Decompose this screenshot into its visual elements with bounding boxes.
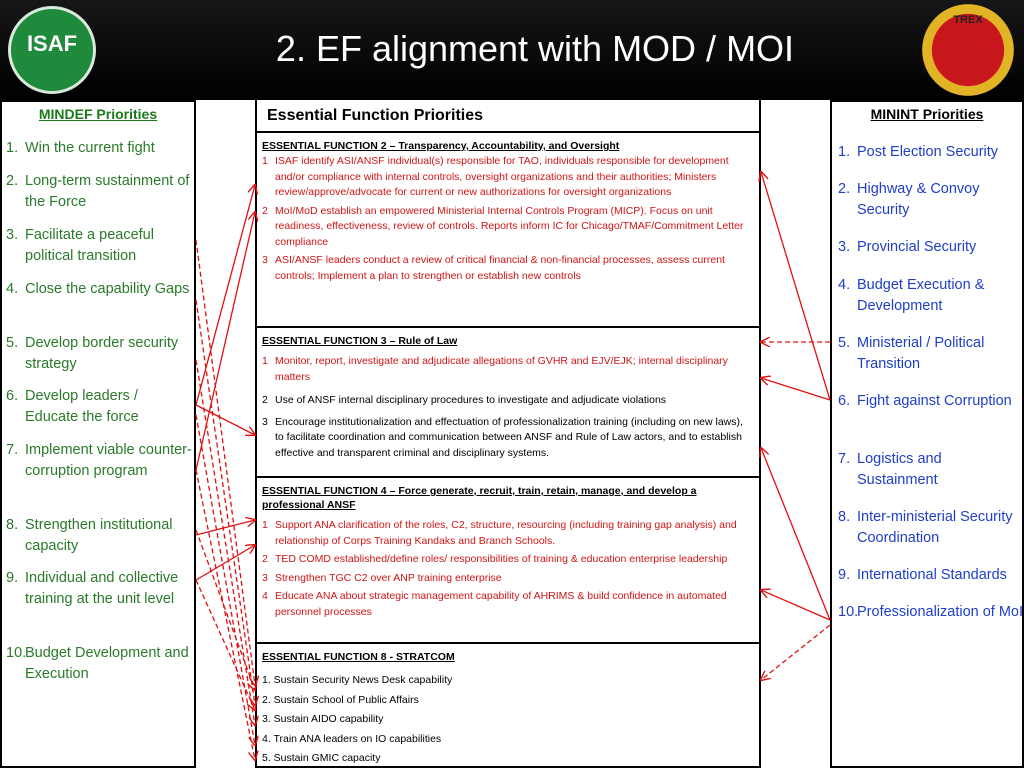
item-number: 2 (262, 394, 268, 406)
item-text: Strengthen institutional capacity (25, 517, 173, 554)
item-number: 1 (262, 519, 268, 531)
mindef-item-9 (6, 568, 192, 609)
arrow-mindef8-ef4 (196, 520, 255, 535)
item-number: 4. (6, 281, 19, 297)
item-number: 2. (838, 181, 851, 197)
slide-title: 2. EF alignment with MOD / MOI (275, 28, 795, 69)
arrow-mindef9-ef4 (196, 545, 255, 580)
item-number: 7. (838, 451, 851, 467)
mindef-item-2 (6, 171, 192, 212)
ef2-heading: ESSENTIAL FUNCTION 2 – Transparency, Accountability, and Oversight (262, 140, 620, 152)
ef2-section (257, 133, 759, 328)
item-number: 1 (262, 155, 268, 167)
arrow-dashed-7 (196, 580, 255, 710)
item-number: 8. (6, 517, 19, 533)
item-number: 8. (838, 509, 851, 525)
item-text: Educate ANA about strategic management capability of AHRIMS & build confidence in automated personnel processes (275, 590, 727, 618)
arrow-dashed-5 (196, 470, 255, 760)
item-text: Use of ANSF internal disciplinary procedures to investigate and adjudicate violations (275, 394, 667, 406)
ef4-item-1 (262, 518, 753, 549)
item-number: 2 (262, 553, 268, 565)
item-text: ISAF identify ASI/ANSF individual(s) responsible for TAO, individuals responsible for development and/or compliance with internal controls, oversight organizations and their authorities; Ministers review/approve/advocate for current or new authorizations for oversight organizations (275, 155, 729, 198)
mindef-item-4 (6, 279, 192, 300)
mindef-item-6 (6, 386, 192, 427)
item-text: Strengthen TGC C2 over ANP training enterprise (275, 571, 502, 584)
arrow-mindef6-ef2 (196, 185, 255, 405)
minint-item-10 (838, 602, 1024, 623)
item-text: Encourage institutionalization and effectuation of professionalization training (including on new laws), to facilitate coordination and communication between ANSF and Rule of Law actors, and to establish effective and transparent criminal and disciplinary systems. (275, 415, 743, 459)
item-text: Fight against Corruption (857, 393, 1012, 409)
ef3-item-1 (262, 354, 753, 385)
item-number: 1. (838, 144, 851, 160)
arrow-minint10-ef8-dashed (761, 625, 830, 680)
ef8-item-5: 5. Sustain GMIC capacity (262, 752, 381, 765)
ef8-item-4: 4. Train ANA leaders on IO capabilities (262, 732, 442, 745)
arrow-dashed-3 (196, 360, 255, 725)
item-number: 3 (262, 415, 268, 428)
arrow-minint10-ef4 (761, 590, 830, 620)
ef8-item-1: 1. Sustain Security News Desk capability (262, 674, 453, 686)
item-number: 4. (838, 277, 851, 293)
item-text: Ministerial / Political Transition (857, 335, 985, 372)
arrow-dashed-2 (196, 300, 255, 705)
mindef-heading: MINDEF Priorities (38, 106, 158, 122)
item-number: 4 (262, 590, 268, 602)
item-number: 7. (6, 442, 19, 458)
mindef-item-1 (6, 138, 192, 159)
arrow-mindef7-ef2 (196, 212, 255, 470)
slide-header (0, 0, 1024, 100)
item-number: 3. (838, 239, 851, 255)
ef3-item-2 (262, 393, 753, 409)
item-number: 6. (6, 388, 19, 404)
item-number: 3. (6, 227, 19, 243)
mindef-item-8 (6, 515, 192, 556)
essential-function-table (255, 98, 761, 768)
item-text: International Standards (857, 567, 1007, 583)
ef3-item-3 (262, 415, 753, 462)
item-text: Individual and collective training at the unit level (25, 570, 179, 607)
minint-item-8 (838, 507, 1024, 548)
item-text: Professionalization of MoI (857, 604, 1024, 620)
item-number: 2 (262, 204, 268, 217)
arrow-dashed-6 (196, 530, 255, 690)
item-text: Budget Development and Execution (25, 645, 189, 682)
item-text: Facilitate a peaceful political transition (25, 227, 154, 264)
item-text: Implement viable counter-corruption program (25, 442, 192, 479)
trex-logo-text: TREX (953, 14, 983, 26)
ef4-heading: ESSENTIAL FUNCTION 4 – Force generate, recruit, train, retain, manage, and develop a professional ANSF (262, 485, 697, 511)
item-text: Close the capability Gaps (25, 281, 190, 297)
item-number: 5. (6, 335, 19, 351)
ef8-item-2: 2. Sustain School of Public Affairs (262, 693, 419, 706)
ef8-heading: ESSENTIAL FUNCTION 8 - STRATCOM (262, 651, 455, 663)
item-number: 1 (262, 355, 268, 367)
ef8-item-3: 3. Sustain AIDO capability (262, 713, 384, 726)
item-text: Provincial Security (857, 239, 977, 255)
item-number: 5. (838, 335, 851, 351)
mindef-item-3 (6, 225, 192, 266)
item-number: 1. (6, 140, 19, 156)
ef2-item-3 (262, 253, 753, 284)
item-text: ASI/ANSF leaders conduct a review of critical financial & non-financial processes, assess current controls; Implement a plan to strengthen or establish new controls (275, 254, 725, 282)
item-number: 10. (6, 645, 27, 661)
minint-item-5 (838, 333, 1024, 374)
item-text: TED COMD established/define roles/ responsibilities of training & education enterprise leadership (275, 553, 728, 565)
minint-item-3 (838, 237, 1024, 258)
item-text: Post Election Security (857, 144, 999, 160)
ef8-section (257, 644, 759, 768)
item-text: MoI/MoD establish an empowered Ministerial Internal Controls Program (MICP). Focus on unit readiness, effectiveness, review of controls. Reports inform IC for Chicago/TMAF/Commitment Letter compliance (275, 204, 744, 248)
ef3-section (257, 328, 759, 478)
ef2-item-2 (262, 204, 753, 251)
item-text: Budget Execution & Development (857, 277, 985, 314)
item-text: Win the current fight (25, 140, 155, 156)
minint-item-2 (838, 179, 1024, 220)
item-number: 10. (838, 604, 859, 620)
item-text: Logistics and Sustainment (857, 451, 942, 488)
isaf-logo (8, 6, 96, 94)
arrow-minint6-ef2 (761, 172, 830, 400)
minint-item-7 (838, 449, 1024, 490)
minint-priorities-panel (830, 100, 1024, 768)
ef4-item-2 (262, 552, 753, 568)
item-number: 3 (262, 254, 268, 266)
arrow-minint6-ef3 (761, 378, 830, 400)
arrow-minint10-ef3 (761, 448, 830, 620)
mindef-item-5 (6, 333, 192, 374)
item-number: 2. (6, 173, 19, 189)
ef4-item-3 (262, 571, 753, 587)
mindef-item-10 (6, 643, 192, 684)
item-text: Develop leaders / Educate the force (25, 388, 139, 425)
arrow-dashed-4 (196, 415, 255, 745)
mindef-item-7 (6, 440, 192, 481)
minint-item-4 (838, 275, 1024, 316)
arrow-dashed-1 (196, 240, 255, 685)
minint-item-9 (838, 565, 1024, 586)
item-text: Develop border security strategy (25, 335, 179, 372)
item-text: Highway & Convoy Security (857, 181, 980, 218)
minint-heading: MININT Priorities (870, 106, 984, 122)
ef-table-title: Essential Function Priorities (257, 100, 759, 133)
ef4-item-4 (262, 589, 753, 620)
item-number: 9. (838, 567, 851, 583)
minint-item-6 (838, 391, 1024, 412)
ef4-section (257, 478, 759, 644)
item-text: Support ANA clarification of the roles, C2, structure, resourcing (including training gap analysis) and relationship of Corps Training Kandaks and Branch Schools. (275, 519, 737, 547)
ef2-item-1 (262, 154, 753, 201)
item-text: Long-term sustainment of the Force (25, 173, 190, 210)
item-number: 3 (262, 571, 268, 584)
item-number: 9. (6, 570, 19, 586)
minint-item-1 (838, 142, 1024, 163)
item-number: 6. (838, 393, 851, 409)
ef3-heading: ESSENTIAL FUNCTION 3 – Rule of Law (262, 335, 458, 347)
item-text: Monitor, report, investigate and adjudicate allegations of GVHR and EJV/EJK; internal disciplinary matters (275, 355, 728, 383)
arrow-mindef6-ef3 (196, 405, 255, 435)
mindef-priorities-panel (0, 100, 196, 768)
item-text: Inter-ministerial Security Coordination (857, 509, 1013, 546)
trex-logo (922, 4, 1014, 96)
isaf-logo-text: ISAF (26, 31, 78, 56)
